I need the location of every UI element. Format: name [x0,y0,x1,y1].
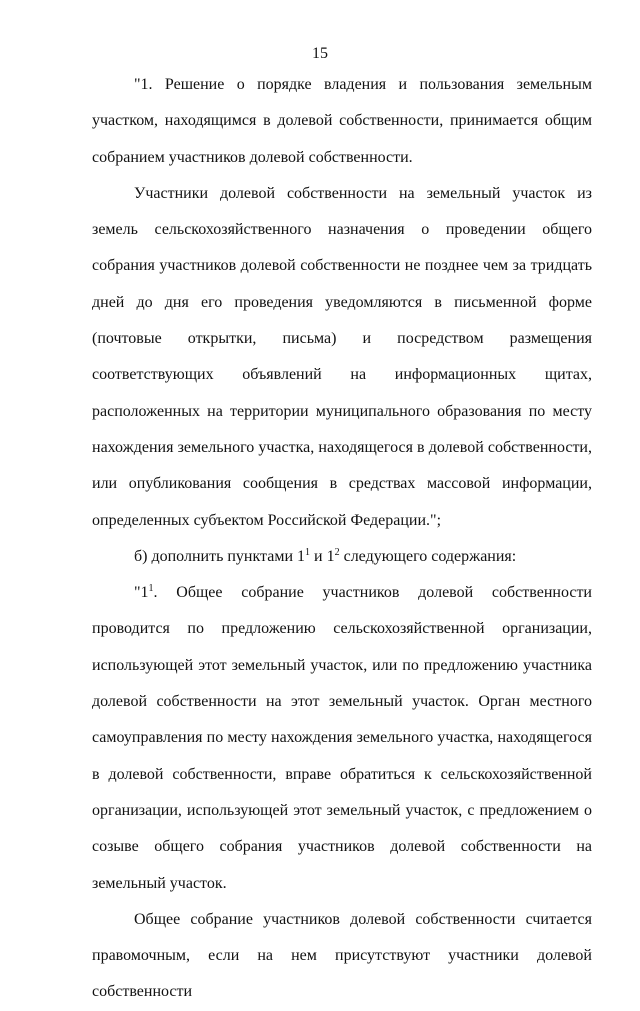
amendment-intro-suffix: следующего содержания: [339,547,517,565]
point-number: "1 [134,584,149,602]
paragraph-point-1-1 [92,575,592,902]
amendment-intro-text: б) дополнить пунктами 1 [134,547,306,565]
paragraph-decision-order: "1. Решение о порядке владения и пользования земельным участком, находящимся в долевой собственности, принимается общим собранием участников долевой собственности. [92,76,592,166]
amendment-intro-middle: и 1 [310,547,335,565]
point-text: . Общее собрание участников долевой собственности проводится по предложению сельскохозяйственной организации, использующей этот земельный участок, или по предложению участника долевой собственности на этот земельный участок. Орган местного самоуправления по месту нахождения земельного участка, находящегося в долевой собственности, вправе обратиться к сельскохозяйственной организации, использующей этот земельный участок, с предложением о созыве общего собрания участников долевой собственности на земельный участок. [92,584,592,892]
point-superscript: 1 [148,583,154,595]
document-body [92,67,592,1011]
paragraph-quorum: Общее собрание участников долевой собственности считается правомочным, если на нем присутствуют участники долевой собственности [92,910,592,1001]
paragraph-meeting-notification: Участники долевой собственности на земельный участок из земель сельскохозяйственного назначения о проведении общего собрания участников долевой собственности не позднее чем за тридцать дней до дня его проведения уведомляются в письменной форме (почтовые открытки, письма) и посредством размещения соответствующих объявлений на информационных щитах, расположенных на территории муниципального образования по месту нахождения земельного участка, находящегося в долевой собственности, или опубликования сообщения в средствах массовой информации, определенных субъектом Российской Федерации."; [92,184,592,529]
superscript-2: 2 [334,546,340,558]
superscript-1: 1 [305,546,311,558]
paragraph-amendment-intro [92,539,592,575]
page-number: 15 [312,45,328,62]
